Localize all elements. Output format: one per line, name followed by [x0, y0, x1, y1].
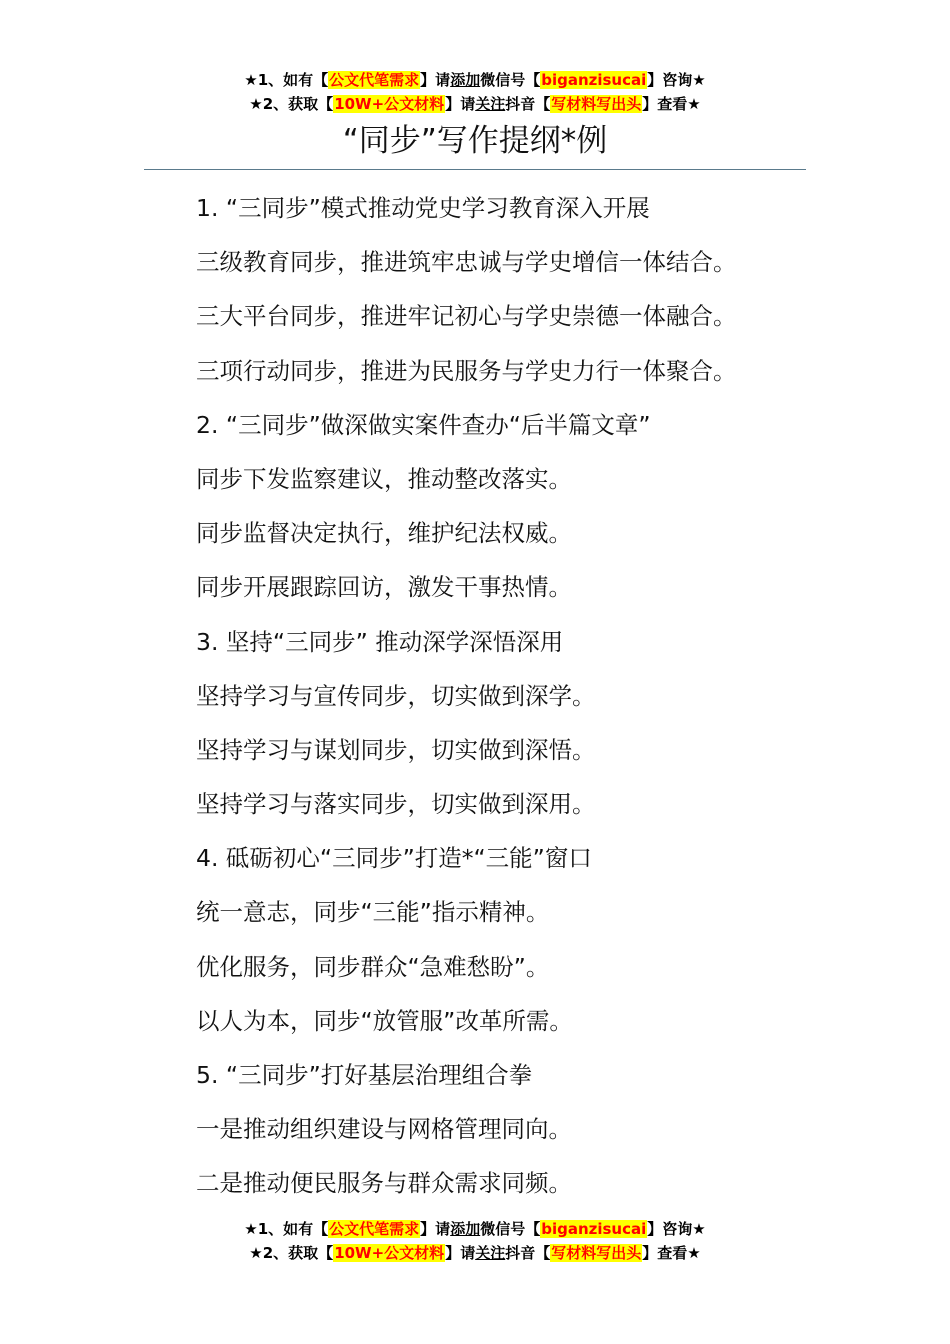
banner-line-1: [0, 1217, 950, 1241]
highlight-douyin: 写材料写出头: [551, 1244, 642, 1262]
banner-line-2: [0, 1241, 950, 1265]
banner-text: 】查看★: [642, 95, 701, 113]
paragraph: 优化服务，同步群众“急难愁盼”。: [196, 952, 550, 981]
paragraph: 坚持学习与宣传同步，切实做到深学。: [196, 681, 596, 710]
banner-text: 微信号【: [480, 71, 541, 89]
highlight-service: 公文代笔需求: [329, 71, 420, 89]
paragraph: 坚持学习与落实同步，切实做到深用。: [196, 790, 596, 819]
banner-text: ★2、获取【: [249, 95, 334, 113]
underlined-text: 关注: [475, 1244, 506, 1262]
banner-text: 】咨询★: [647, 71, 706, 89]
footer-banner: [0, 1217, 950, 1265]
banner-text: 】请: [445, 95, 476, 113]
underlined-text: 关注: [475, 95, 506, 113]
heading-2: 2. “三同步”做深做实案件查办“后半篇文章”: [196, 410, 651, 439]
highlight-wechat-id: biganzisucai: [541, 1220, 647, 1238]
underlined-text: 添加: [450, 71, 481, 89]
paragraph: 同步监督决定执行，维护纪法权威。: [196, 519, 572, 548]
banner-text: 微信号【: [480, 1220, 541, 1238]
heading-4: 4. 砥砺初心“三同步”打造*“三能”窗口: [196, 844, 592, 873]
underlined-text: 添加: [450, 1220, 481, 1238]
paragraph: 三项行动同步，推进为民服务与学史力行一体聚合。: [196, 356, 737, 385]
paragraph: 统一意志，同步“三能”指示精神。: [196, 898, 550, 927]
paragraph: 二是推动便民服务与群众需求同频。: [196, 1169, 572, 1198]
paragraph: 以人为本，同步“放管服”改革所需。: [196, 1006, 573, 1035]
banner-text: 】请: [420, 1220, 451, 1238]
title-divider: [144, 169, 806, 170]
banner-text: ★1、如有【: [244, 1220, 329, 1238]
banner-text: ★1、如有【: [244, 71, 329, 89]
banner-line-1: [0, 68, 950, 92]
heading-1: 1. “三同步”模式推动党史学习教育深入开展: [196, 194, 650, 222]
paragraph: 三大平台同步，推进牢记初心与学史崇德一体融合。: [196, 302, 737, 331]
banner-line-2: [0, 92, 950, 116]
paragraph: 三级教育同步，推进筑牢忠诚与学史增信一体结合。: [196, 248, 737, 277]
highlight-douyin: 写材料写出头: [551, 95, 642, 113]
banner-text: 】咨询★: [647, 1220, 706, 1238]
banner-text: 抖音【: [505, 95, 551, 113]
banner-text: 】请: [445, 1244, 476, 1262]
heading-3: 3. 坚持“三同步” 推动深学深悟深用: [196, 627, 564, 656]
banner-text: 】请: [420, 71, 451, 89]
paragraph: 同步下发监察建议，推动整改落实。: [196, 464, 572, 493]
paragraph: 同步开展跟踪回访，激发干事热情。: [196, 573, 572, 602]
page-title: “同步”写作提纲*例: [342, 123, 608, 159]
highlight-wechat-id: biganzisucai: [541, 71, 647, 89]
highlight-materials: 10W+公文材料: [334, 95, 445, 113]
heading-5: 5. “三同步”打好基层治理组合拳: [196, 1061, 533, 1089]
header-banner: [0, 68, 950, 116]
banner-text: 抖音【: [505, 1244, 551, 1262]
document-body: [196, 181, 816, 1211]
highlight-service: 公文代笔需求: [329, 1220, 420, 1238]
paragraph: 坚持学习与谋划同步，切实做到深悟。: [196, 735, 596, 764]
highlight-materials: 10W+公文材料: [334, 1244, 445, 1262]
banner-text: ★2、获取【: [249, 1244, 334, 1262]
banner-text: 】查看★: [642, 1244, 701, 1262]
paragraph: 一是推动组织建设与网格管理同向。: [196, 1115, 572, 1144]
